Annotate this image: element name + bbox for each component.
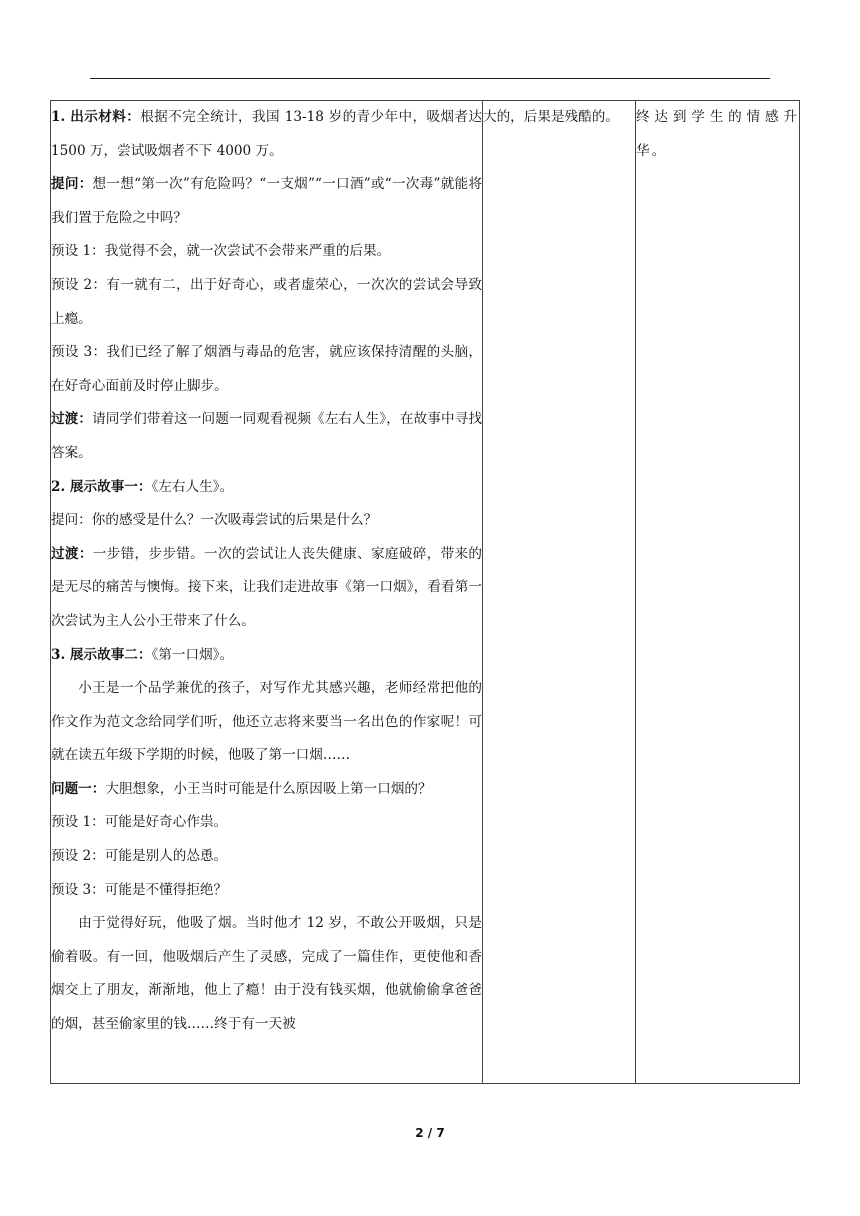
preset-b: 预设 2：可能是别人的怂恿。: [51, 848, 228, 865]
paragraph-transition-2: [51, 538, 482, 639]
paragraph-story-two: [51, 639, 482, 673]
label-transition-1: 过渡：: [51, 411, 93, 428]
design-intent-cell: [483, 101, 636, 1084]
story-text-1: 小王是一个品学兼优的孩子，对写作尤其感兴趣，老师经常把他的作文作为范文念给同学们听，他还立志将来要当一名出色的作家呢！可就在读五年级下学期的时候，他吸了第一口烟……: [51, 680, 482, 764]
preset-c: 预设 3：可能是不懂得拒绝？: [51, 881, 228, 898]
label-story-two: 3. 展示故事二：: [51, 646, 152, 663]
text-question: 想一想“第一次”有危险吗？“一支烟”“一口酒”或“一次毒”就能将我们置于危险之中吗？: [51, 176, 482, 226]
lesson-table: [50, 100, 800, 1084]
preset-1: 预设 1：我觉得不会，就一次尝试不会带来严重的后果。: [51, 243, 391, 260]
preset-2: 预设 2：有一就有二，出于好奇心，或者虚荣心，一次次的尝试会导致上瘾。: [51, 276, 482, 327]
text-transition-2: 一步错，步步错。一次的尝试让人丧失健康、家庭破碎，带来的是无尽的痛苦与懊悔。接下来，让我们走进故事《第一口烟》，看看第一次尝试为主人公小王带来了什么。: [51, 545, 483, 629]
story-text-2: 由于觉得好玩，他吸了烟。当时他才 12 岁，不敢公开吸烟，只是偷着吸。有一回，他吸烟后产生了灵感，完成了一篇佳作，更使他和香烟交上了朋友，渐渐地，他上了瘾！由于没有钱买烟，他就偷偷拿爸爸的烟，甚至偷家里的钱……终于有一天被: [51, 915, 482, 1033]
paragraph-transition-1: [51, 403, 482, 470]
paragraph-material: [51, 101, 482, 168]
label-story-one: 2. 展示故事一：: [51, 478, 152, 495]
text-story-one: 《左右人生》。: [151, 478, 234, 495]
label-question: 提问：: [51, 176, 93, 193]
text-material: 根据不完全统计，我国 13-18 岁的青少年中，吸烟者达 1500 万，尝试吸烟者不下 4000 万。: [51, 109, 482, 159]
notes-text: 终达到学生的情感升华。: [636, 109, 799, 159]
paragraph-story-one: [51, 471, 482, 505]
activity-cell: [51, 101, 483, 1084]
question-feeling: 提问：你的感受是什么？一次吸毒尝试的后果是什么？: [51, 512, 378, 529]
label-problem-one: 问题一：: [51, 780, 106, 797]
paragraph-problem-one: [51, 773, 482, 807]
design-intent-text: 大的，后果是残酷的。: [483, 109, 619, 125]
label-material: 1. 出示材料：: [51, 109, 141, 125]
paragraph-question: [51, 168, 482, 235]
label-transition-2: 过渡：: [51, 545, 93, 562]
text-transition-1: 请同学们带着这一问题一同观看视频《左右人生》，在故事中寻找答案。: [51, 411, 483, 461]
preset-3: 预设 3：我们已经了解了烟酒与毒品的危害，就应该保持清醒的头脑，在好奇心面前及时停止脚步。: [51, 344, 482, 394]
notes-cell: [636, 101, 800, 1084]
header-rule: [90, 78, 770, 79]
text-story-two: 《第一口烟》。: [151, 646, 234, 663]
text-problem-one: 大胆想象，小王当时可能是什么原因吸上第一口烟的？: [105, 780, 432, 797]
preset-a: 预设 1：可能是好奇心作祟。: [51, 814, 228, 831]
page-number: 2 / 7: [415, 1126, 445, 1140]
